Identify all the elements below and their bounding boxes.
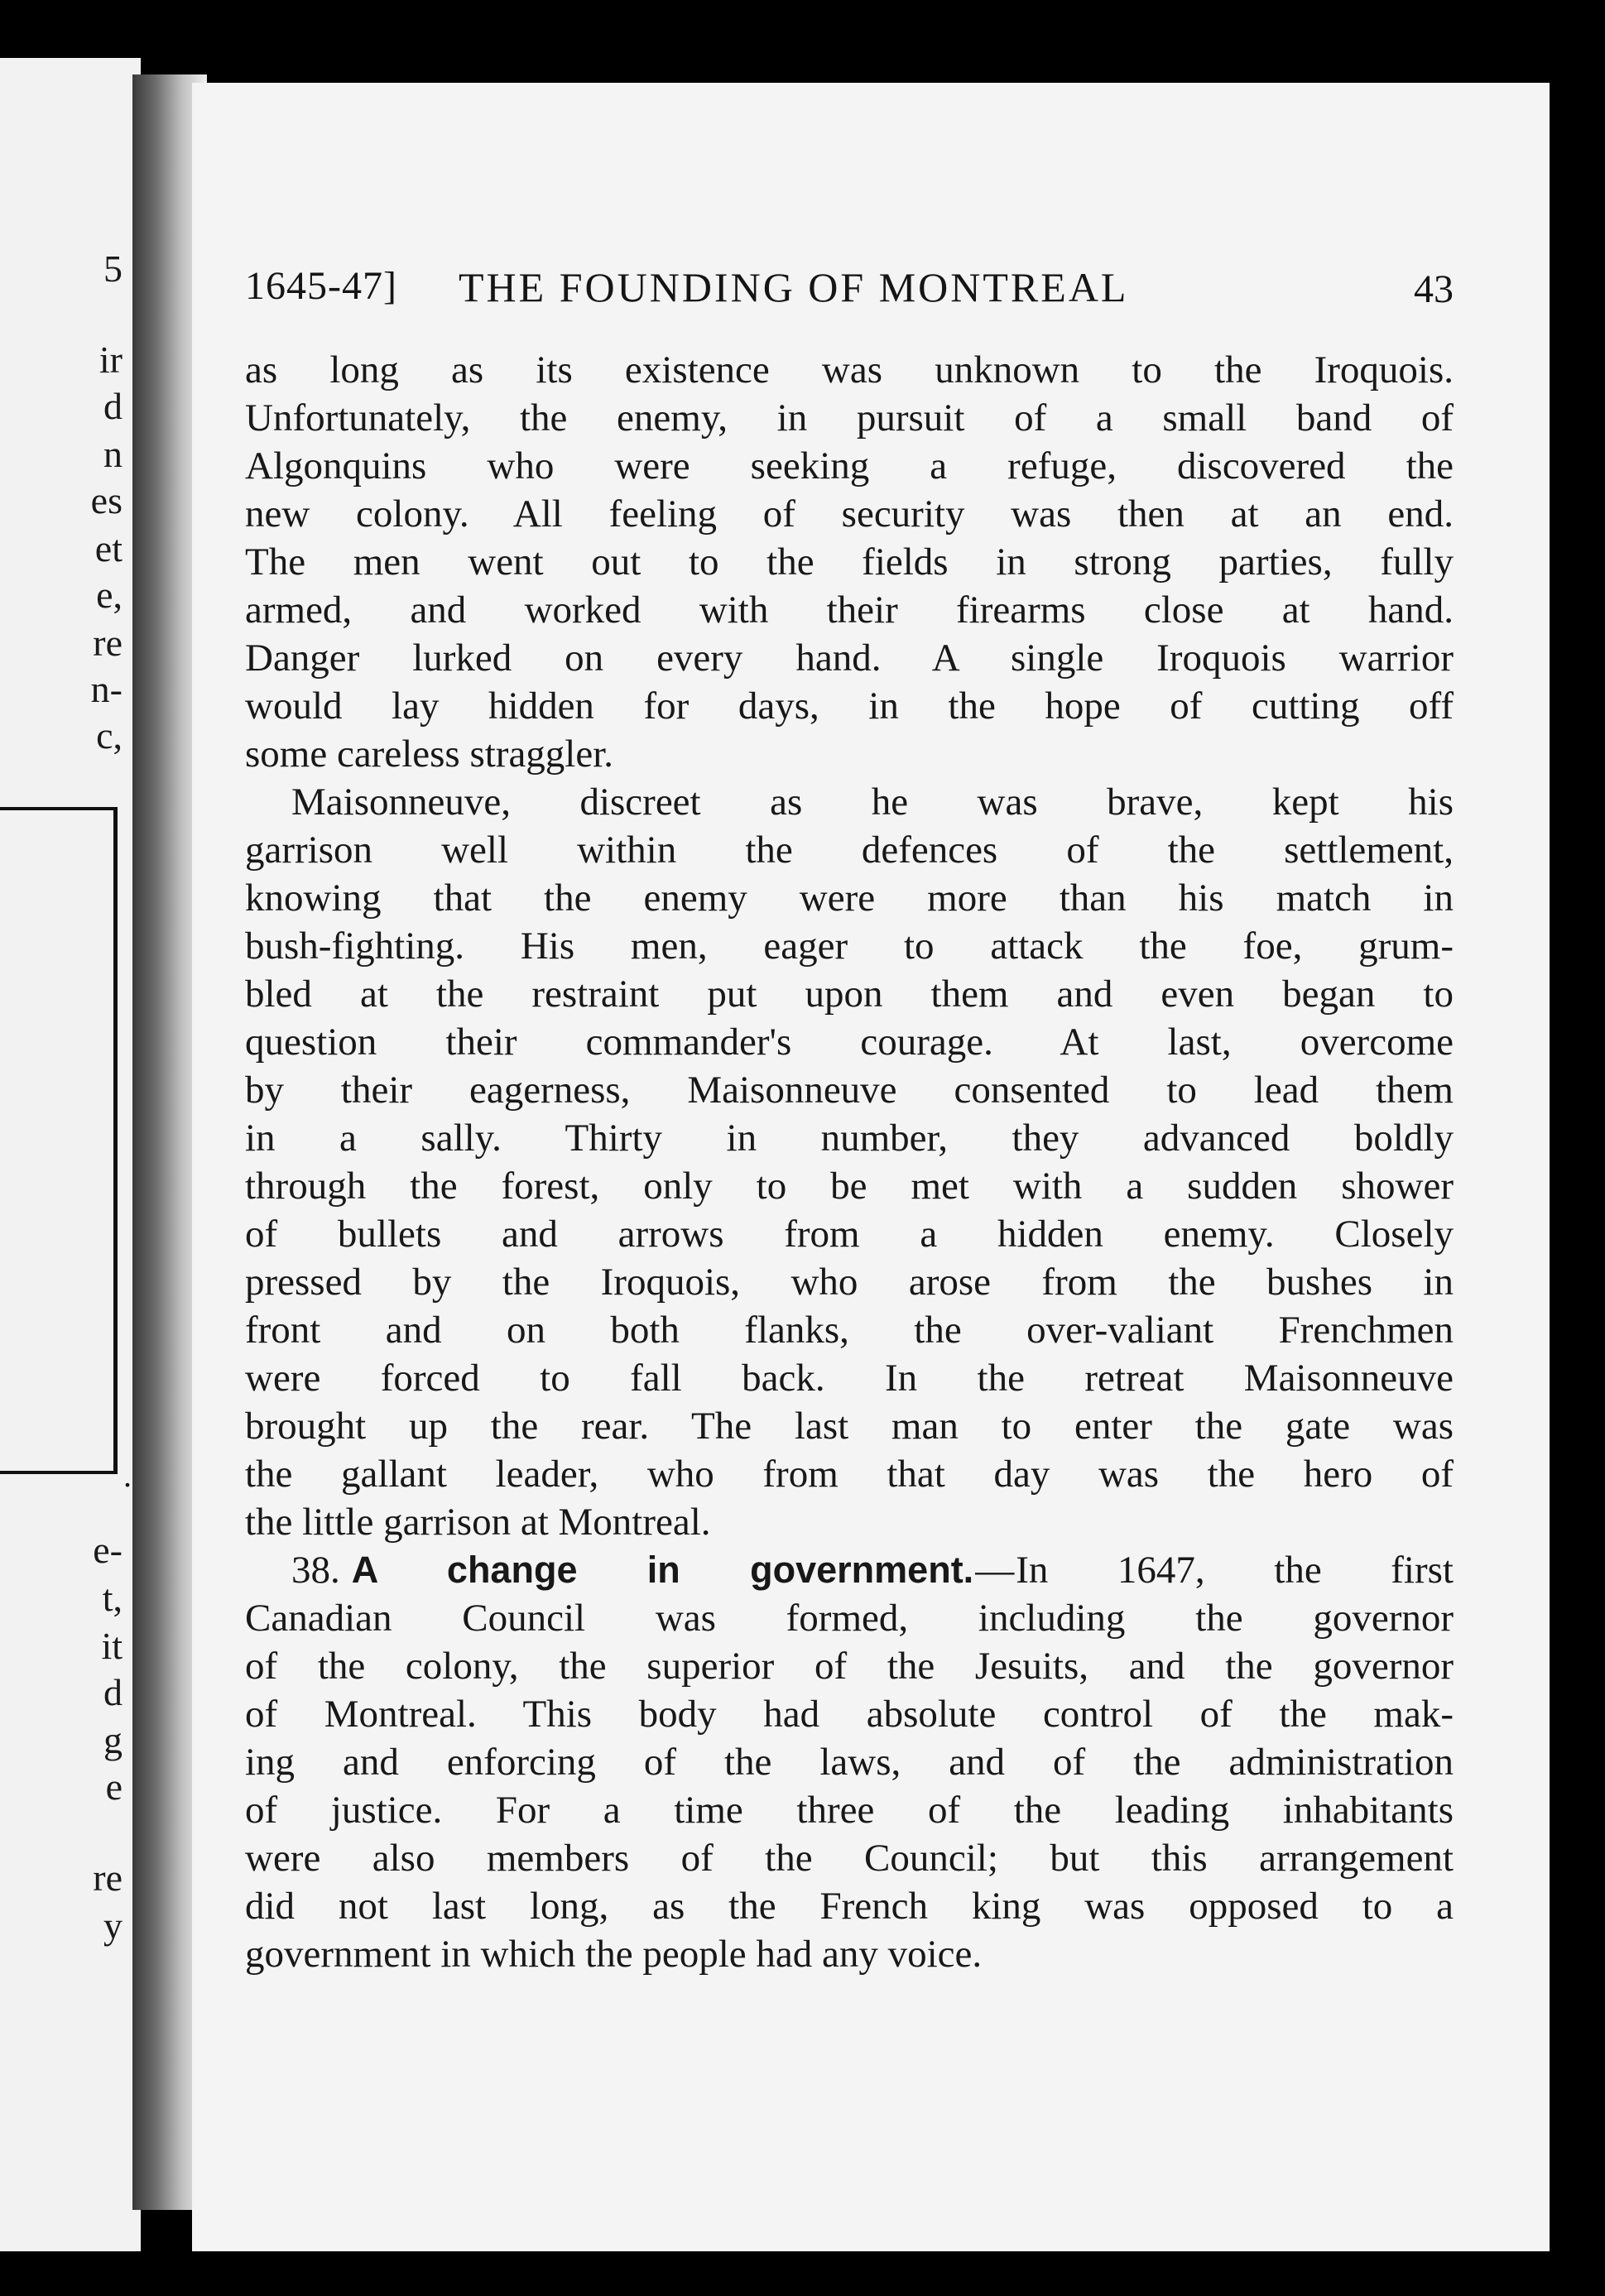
text-line: by their eagerness, Maisonneuve consented to lead them <box>245 1069 1454 1112</box>
text-line: bled at the restraint put upon them and even began to <box>245 973 1454 1016</box>
fragment: y <box>103 1905 123 1947</box>
fragment: ir <box>99 339 123 381</box>
text-line: bush-fighting. His men, eager to attack the foe, grum- <box>245 925 1454 968</box>
fragment: g <box>103 1719 123 1761</box>
fragment: e, <box>96 574 123 616</box>
section-number: 38. <box>291 1549 340 1592</box>
text-line: were forced to fall back. In the retreat Maisonneuve <box>245 1357 1454 1400</box>
text-line: in a sally. Thirty in number, they advanced boldly <box>245 1117 1454 1160</box>
text-line: through the forest, only to be met with a sudden shower <box>245 1165 1454 1208</box>
text-line: brought up the rear. The last man to enter the gate was <box>245 1405 1454 1448</box>
fragment: re <box>93 622 123 664</box>
body-text <box>245 346 1454 1978</box>
fragment: e <box>105 1765 123 1808</box>
fragment: t, <box>102 1577 123 1619</box>
fragment: d <box>103 385 123 427</box>
text-line: Unfortunately, the enemy, in pursuit of a small band of <box>245 396 1454 440</box>
text-line: Algonquins who were seeking a refuge, discovered the <box>245 444 1454 488</box>
text-line: ing and enforcing of the laws, and of the administration <box>245 1741 1454 1784</box>
text-line: knowing that the enemy were more than his match in <box>245 877 1454 920</box>
fragment: n- <box>90 668 123 710</box>
facing-page-figure-frame <box>0 807 132 1494</box>
text-line: question their commander's courage. At last, overcome <box>245 1021 1454 1064</box>
fragment: re <box>93 1856 123 1899</box>
text-line: some careless straggler. <box>245 733 614 776</box>
fragment: es <box>90 479 123 521</box>
paragraph-1 <box>245 346 1454 778</box>
text-line: as long as its existence was unknown to the Iroquois. <box>245 348 1454 391</box>
book-page <box>192 83 1550 2251</box>
text-line: pressed by the Iroquois, who arose from the bushes in <box>245 1261 1454 1304</box>
running-head-years: 1645-47] <box>245 264 397 308</box>
text-line: of Montreal. This body had absolute control of the mak- <box>245 1693 1454 1736</box>
text-line: the little garrison at Montreal. <box>245 1501 711 1544</box>
frame-dot: . <box>123 1457 132 1494</box>
section-38 <box>245 1546 1454 1978</box>
text-line: were also members of the Council; but this arrangement <box>245 1837 1454 1880</box>
text-line: would lay hidden for days, in the hope of cutting off <box>245 684 1454 728</box>
text-line: front and on both flanks, the over-valiant Frenchmen <box>245 1309 1454 1352</box>
fragment: et <box>94 527 123 569</box>
text-line: government in which the people had any voice. <box>245 1933 983 1976</box>
text-line: Canadian Council was formed, including the governor <box>245 1597 1454 1640</box>
section-first-line-rest: In 1647, the first <box>1016 1549 1454 1592</box>
fragment: it <box>101 1625 123 1667</box>
running-head-title: THE FOUNDING OF MONTREAL <box>459 264 1129 310</box>
fragment: 5 <box>103 247 123 290</box>
text-line: did not last long, as the French king was opposed to a <box>245 1885 1454 1928</box>
fragment: d <box>103 1671 123 1713</box>
page-number: 43 <box>1414 267 1454 311</box>
text-line: of the colony, the superior of the Jesuits, and the governor <box>245 1645 1454 1688</box>
running-head <box>245 263 1454 321</box>
fragment: e- <box>93 1529 123 1571</box>
text-line: Maisonneuve, discreet as he was brave, kept his <box>291 781 1454 824</box>
section-dash: — <box>975 1549 1015 1592</box>
text-line: new colony. All feeling of security was then at an end. <box>245 492 1454 536</box>
text-line: The men went out to the fields in strong parties, fully <box>245 540 1454 584</box>
text-line: garrison well within the defences of the settlement, <box>245 829 1454 872</box>
fragment: c, <box>96 714 123 757</box>
section-first-line <box>245 1546 1454 1594</box>
text-line: Danger lurked on every hand. A single Iroquois warrior <box>245 636 1454 680</box>
facing-page <box>0 58 141 2251</box>
text-line: of bullets and arrows from a hidden enemy. Closely <box>245 1213 1454 1256</box>
paragraph-2 <box>245 778 1454 1546</box>
text-line: armed, and worked with their firearms close at hand. <box>245 588 1454 632</box>
text-line: the gallant leader, who from that day was the hero of <box>245 1453 1454 1496</box>
fragment: n <box>103 433 123 475</box>
text-line: of justice. For a time three of the leading inhabitants <box>245 1789 1454 1832</box>
section-heading: A change in government. <box>351 1549 974 1591</box>
